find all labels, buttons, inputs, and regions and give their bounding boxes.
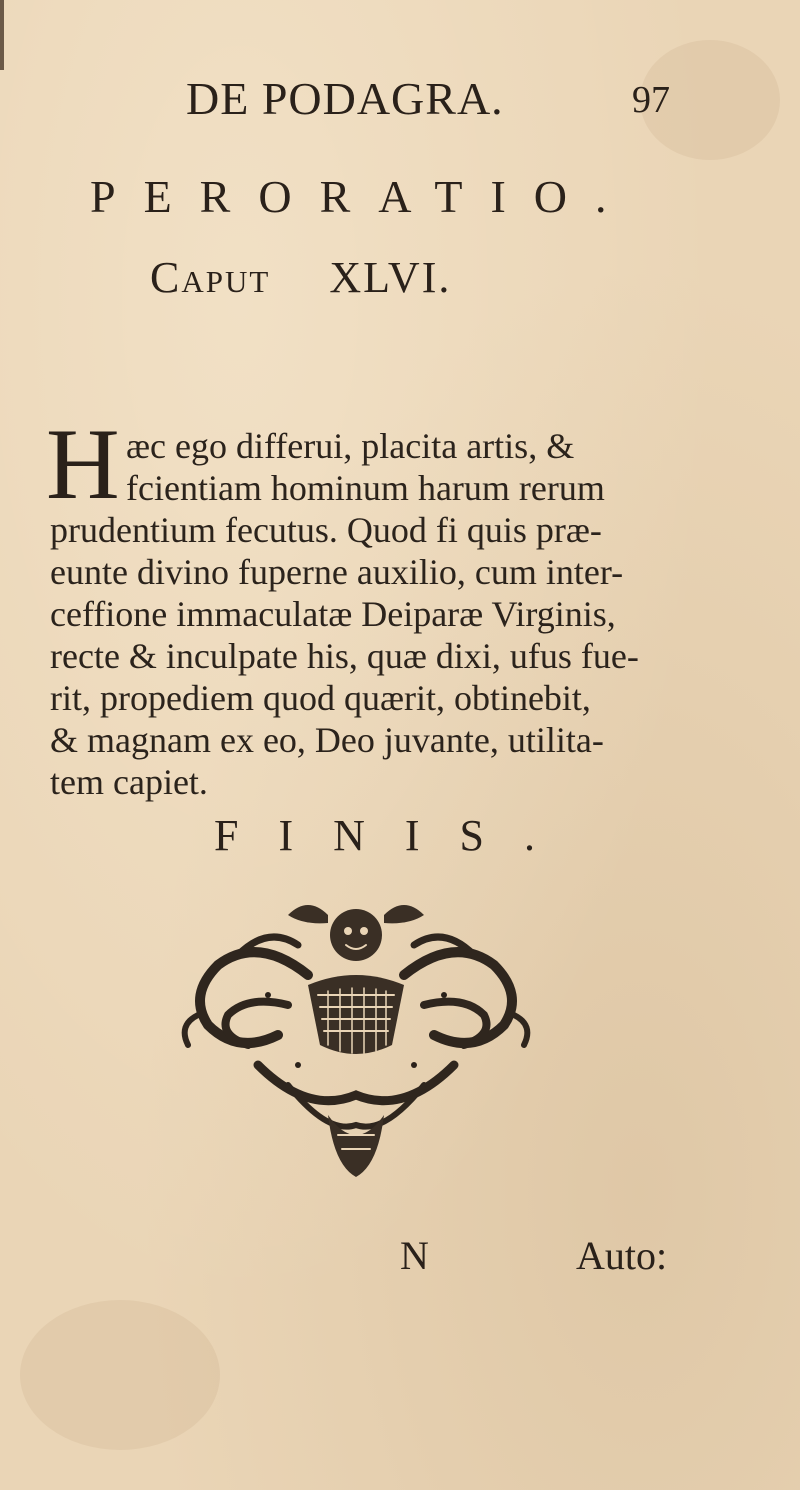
page-number: 97 xyxy=(632,79,670,121)
running-head xyxy=(0,72,800,132)
signature-mark: N xyxy=(400,1233,429,1278)
text-line: eunte divino fuperne auxilio, cum inter- xyxy=(50,552,624,592)
running-title: DE PODAGRA. xyxy=(186,73,504,124)
text-line: tem capiet. xyxy=(50,762,208,802)
footer-catchwords xyxy=(0,1232,800,1292)
section-title: PERORATIO. xyxy=(90,171,635,222)
chapter-number: XLVI. xyxy=(329,253,452,302)
paper-stain xyxy=(20,1300,220,1450)
body-text xyxy=(46,408,690,803)
chapter-label: Caput xyxy=(150,253,271,302)
drop-cap: H xyxy=(46,408,120,521)
text-line: recte & inculpate his, quæ dixi, ufus fue- xyxy=(50,636,639,676)
chapter-heading xyxy=(150,252,451,303)
catchword: Auto: xyxy=(576,1233,668,1278)
finis-heading: FINIS. xyxy=(214,811,576,860)
text-line: prudentium fecutus. Quod fi quis præ- xyxy=(50,510,602,550)
text-line: ceffione immaculatæ Deiparæ Virginis, xyxy=(50,594,616,634)
page-edge xyxy=(0,0,4,70)
text-line: rit, propediem quod quærit, obtinebit, xyxy=(50,678,591,718)
woodcut-ornament-icon xyxy=(178,895,534,1179)
text-line: & magnam ex eo, Deo juvante, utilita- xyxy=(50,720,604,760)
text-line: fcientiam hominum harum rerum xyxy=(126,468,605,508)
text-line: æc ego differui, placita artis, & xyxy=(126,426,575,466)
